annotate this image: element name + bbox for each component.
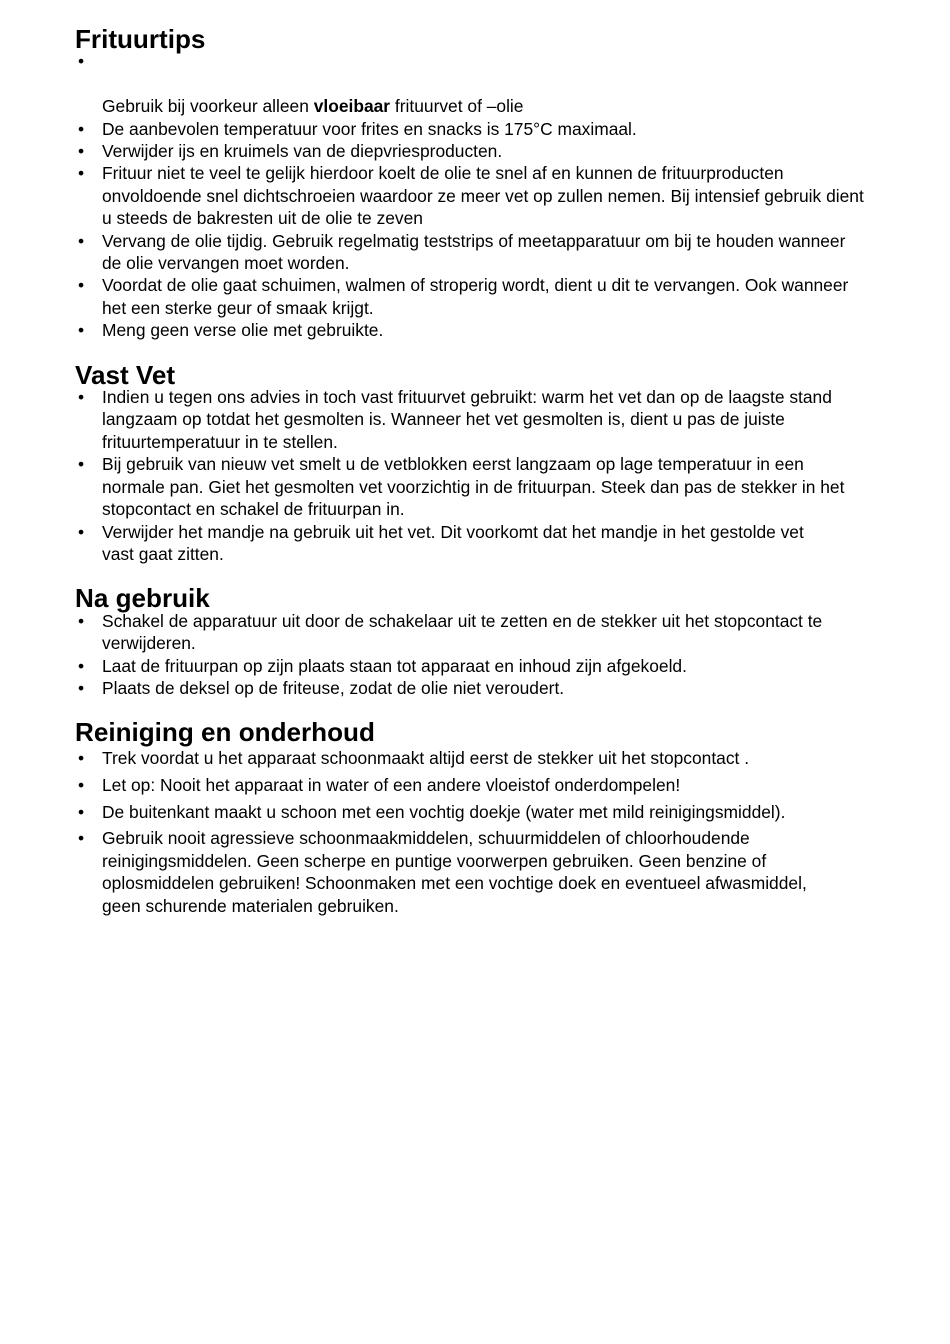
list-item-text: De aanbevolen temperatuur voor frites en snacks is 175°C maximaal. — [102, 118, 637, 139]
bullet-icon — [75, 774, 87, 796]
list-item — [75, 162, 947, 229]
list-item-text: Schakel de apparatuur uit door de schakelaar uit te zetten en de stekker uit het stopcontact te verwijderen. — [102, 610, 823, 654]
bullet-icon — [75, 801, 87, 823]
bullet-icon — [75, 118, 87, 140]
list-item-text-pre: Gebruik bij voorkeur alleen — [102, 96, 314, 117]
list-item-text: Trek voordat u het apparaat schoonmaakt altijd eerst de stekker uit het stopcontact . — [102, 747, 750, 768]
section-title: Frituurtips — [75, 24, 206, 54]
bullet-list — [75, 747, 947, 917]
bullet-icon — [75, 827, 87, 849]
list-item — [75, 118, 947, 140]
bullet-list — [75, 610, 947, 700]
section-title: Reiniging en onderhoud — [75, 717, 375, 748]
list-item — [75, 610, 947, 655]
section-title: Na gebruik — [75, 583, 210, 614]
list-item-text: Verwijder ijs en kruimels van de diepvriesproducten. — [102, 141, 503, 162]
list-item — [75, 319, 947, 341]
list-item-text: Laat de frituurpan op zijn plaats staan tot apparaat en inhoud zijn afgekoeld. — [102, 655, 687, 676]
list-item — [75, 827, 947, 917]
list-item — [75, 655, 947, 677]
list-item — [75, 140, 947, 162]
bullet-icon — [75, 230, 87, 252]
section-na-gebruik — [75, 583, 947, 699]
bullet-list — [75, 386, 947, 565]
list-item — [75, 386, 947, 453]
list-item-text: Frituur niet te veel te gelijk hierdoor koelt de olie te snel af en kunnen de frituurproducten onvoldoende snel dichtschroeien waardoor ze meer vet op zullen nemen. Bij intensief gebruik dient u steeds de bakresten uit de olie te zeven — [102, 163, 864, 229]
list-item-text: Voordat de olie gaat schuimen, walmen of stroperig wordt, dient u dit te vervangen. Ook wanneer het een sterke geur of smaak krijgt. — [102, 275, 849, 318]
list-item — [75, 677, 947, 699]
list-item-text: De buitenkant maakt u schoon met een vochtig doekje (water met mild reinigingsmiddel). — [102, 801, 786, 822]
document-page — [75, 24, 947, 939]
bullet-icon — [75, 386, 87, 408]
bullet-icon — [75, 521, 87, 543]
list-item-text: Verwijder het mandje na gebruik uit het vet. Dit voorkomt dat het mandje in het gestolde vet vast gaat zitten. — [102, 521, 804, 564]
list-item — [75, 453, 947, 520]
bullet-icon — [75, 162, 87, 184]
list-item — [75, 801, 947, 823]
list-item-text: Meng geen verse olie met gebruikte. — [102, 320, 384, 341]
list-item — [75, 274, 947, 319]
list-item-text: Vervang de olie tijdig. Gebruik regelmatig teststrips of meetapparatuur om bij te houden wanneer de olie vervangen moet worden. — [102, 230, 846, 274]
list-item — [75, 50, 947, 117]
list-item-text-bold: vloeibaar — [313, 96, 391, 117]
list-item — [75, 774, 947, 796]
bullet-icon — [75, 453, 87, 475]
section-title: Vast Vet — [75, 359, 176, 390]
bullet-icon — [75, 655, 87, 677]
list-item — [75, 230, 947, 275]
bullet-icon — [75, 140, 87, 162]
list-item — [75, 521, 947, 566]
list-item-text: Indien u tegen ons advies in toch vast frituurvet gebruikt: warm het vet dan op de laagste stand langzaam op totdat het gesmolten is. Wanneer het vet gesmolten is, dient u pas de juiste frituurtemperatuur in te stellen. — [102, 387, 832, 452]
bullet-icon — [75, 747, 87, 769]
section-vast-vet — [75, 359, 947, 566]
list-item-text: Let op: Nooit het apparaat in water of een andere vloeistof onderdompelen! — [102, 774, 681, 795]
list-item-text: Bij gebruik van nieuw vet smelt u de vetblokken eerst langzaam op lage temperatuur in een normale pan. Giet het gesmolten vet voorzichtig in de frituurpan. Steek dan pas de stekker in het stopcontact en schakel de frituurpan in. — [102, 454, 845, 520]
list-item-text: Plaats de deksel op de friteuse, zodat de olie niet veroudert. — [102, 677, 565, 698]
list-item-text-post: frituurvet of –olie — [390, 96, 524, 117]
bullet-icon — [75, 610, 87, 632]
section-frituurtips — [75, 24, 947, 342]
list-item — [75, 747, 947, 769]
bullet-list — [75, 50, 947, 341]
bullet-icon — [75, 50, 87, 72]
bullet-icon — [75, 274, 87, 296]
bullet-icon — [75, 677, 87, 699]
section-reiniging-en-onderhoud — [75, 717, 947, 917]
bullet-icon — [75, 319, 87, 341]
list-item-text: Gebruik nooit agressieve schoonmaakmiddelen, schuurmiddelen of chloorhoudende reinigingsmiddelen. Geen scherpe en puntige voorwerpen gebruiken. Geen benzine of oplosmiddelen gebruiken! Schoonmaken met een vochtige doek en eventueel afwasmiddel, geen schurende materialen gebruiken. — [102, 828, 807, 916]
